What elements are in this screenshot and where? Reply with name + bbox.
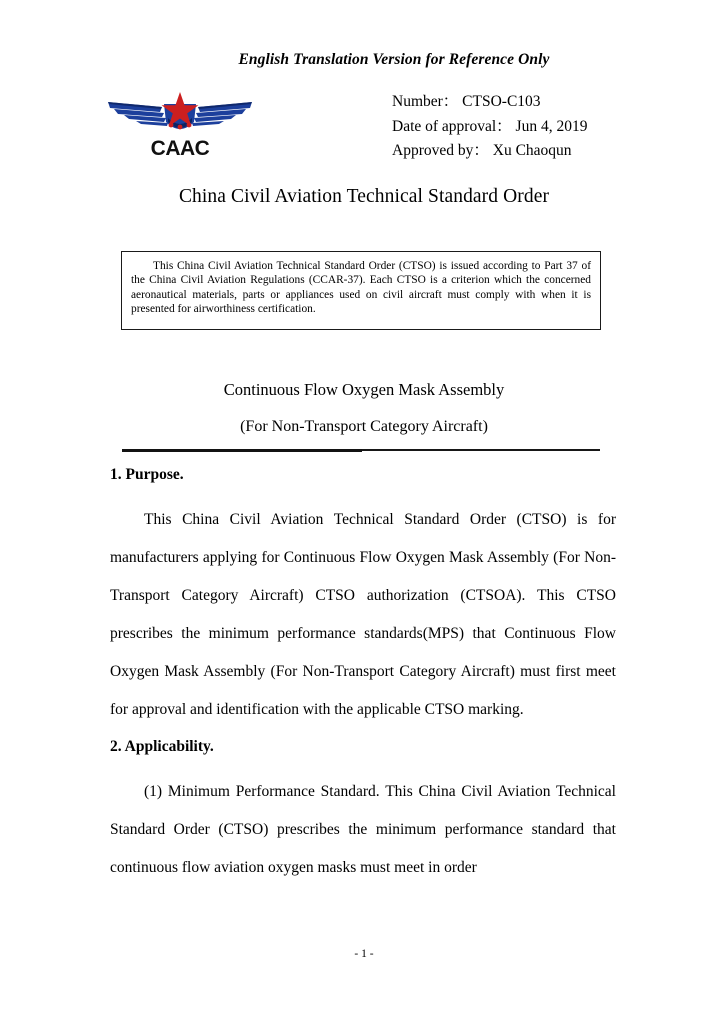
notice-text: This China Civil Aviation Technical Standard Order (CTSO) is issued according to Part 37 of the China Civil Aviation Regulations (CCAR-37). Each CTSO is a criterion which the concerned aeronautical materials, parts or appliances used on civil aircraft must comply with when it is presented for airworthiness certification. [131, 260, 591, 316]
metadata-number-label: Number： [392, 93, 459, 110]
spacer [110, 487, 616, 501]
reference-note-header: English Translation Version for Reference Only [238, 51, 550, 68]
metadata-approver-value: Xu Chaoqun [492, 142, 572, 160]
spacer [110, 759, 616, 773]
metadata-approver-label: Approved by： [392, 142, 489, 160]
metadata-date-row [392, 115, 587, 140]
document-metadata [392, 90, 587, 164]
metadata-number-value: CTSO-C103 [462, 93, 541, 110]
page-title: China Civil Aviation Technical Standard Order [178, 186, 550, 207]
product-title: Continuous Flow Oxygen Mask Assembly [223, 380, 505, 399]
page-number-footer: - 1 - [354, 948, 374, 960]
metadata-date-label: Date of approval： [392, 117, 512, 135]
caac-wings-star-icon [106, 84, 254, 142]
caac-logo-caption: CAAC [150, 137, 210, 160]
section-paragraph-applicability: (1) Minimum Performance Standard. This China Civil Aviation Technical Standard Order (CTSO) prescribes the minimum performance standard that continuous flow aviation oxygen masks must meet in order [110, 783, 616, 876]
metadata-approver-row [392, 139, 587, 164]
notice-box [121, 251, 601, 330]
section-paragraph-purpose: This China Civil Aviation Technical Standard Order (CTSO) is for manufacturers applying for Continuous Flow Oxygen Mask Assembly (For Non-Transport Category Aircraft) CTSO authorization (CTSOA). This CTSO prescribes the minimum performance standards(MPS) that Continuous Flow Oxygen Mask Assembly (For Non-Transport Category Aircraft) must first meet for approval and identification with the applicable CTSO marking. [110, 511, 616, 718]
metadata-date-value: Jun 4, 2019 [515, 117, 588, 135]
document-body [110, 463, 616, 887]
metadata-number-row [392, 90, 587, 115]
product-subtitle: (For Non-Transport Category Aircraft) [240, 418, 488, 435]
caac-logo [106, 84, 254, 166]
section-heading-applicability: 2. Applicability. [110, 738, 214, 755]
section-heading-purpose: 1. Purpose. [110, 466, 184, 483]
title-divider-rule [122, 449, 600, 451]
